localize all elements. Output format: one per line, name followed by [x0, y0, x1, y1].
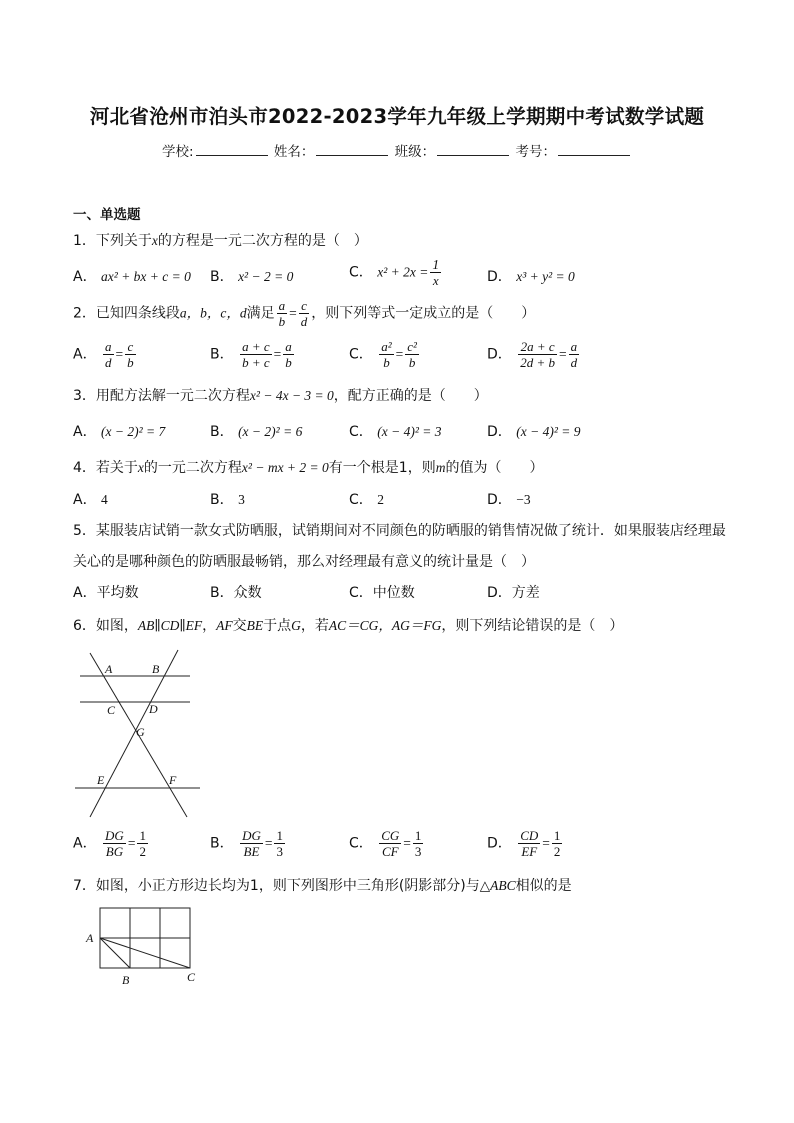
option-label: C．	[349, 492, 373, 508]
frac-den: b + c	[242, 355, 270, 370]
fraction	[137, 828, 148, 859]
q2-text-a: 2．已知四条线段	[73, 305, 180, 322]
q6-text-d: 于点	[263, 618, 292, 634]
q4-var: x	[137, 460, 144, 475]
q6-text-b: ，	[202, 618, 217, 634]
fraction	[518, 339, 557, 370]
label-d: D	[149, 702, 158, 716]
q3-c-expr: (x − 4)² = 3	[377, 424, 442, 439]
q6-text-a: 6．如图，	[73, 618, 138, 634]
option-label: A．	[73, 424, 97, 440]
q3-equation: x² − 4x − 3 = 0	[249, 388, 334, 403]
q3-d-expr: (x − 4)² = 9	[516, 424, 581, 439]
frac-den: b	[285, 355, 292, 370]
frac-den: 3	[276, 844, 283, 859]
page-title: 河北省沧州市泊头市2022-2023学年九年级上学期期中考试数学试题	[89, 105, 705, 128]
frac-num: 1	[276, 828, 283, 843]
fraction	[379, 339, 393, 370]
q5-b-text: 众数	[233, 585, 262, 601]
q5-option-a[interactable]	[73, 582, 139, 602]
q4-equation: x² − mx + 2 = 0	[241, 460, 329, 475]
q4-c-value: 2	[377, 492, 384, 507]
q3-option-c[interactable]	[349, 421, 442, 441]
q4-var2: m	[435, 460, 446, 475]
fraction	[240, 828, 263, 859]
frac-num: a	[105, 339, 112, 354]
question-5-line-2: 关心的是哪种颜色的防晒服最畅销，那么对经理最有意义的统计量是（ ）	[73, 554, 535, 570]
option-label: B．	[210, 492, 234, 508]
question-7-stem	[73, 875, 572, 895]
q3-option-d[interactable]	[487, 421, 581, 441]
frac-den: b	[408, 355, 416, 370]
fraction	[413, 828, 424, 859]
frac-num: 1	[432, 257, 440, 272]
frac-den: b	[383, 355, 390, 370]
frac-num: c	[299, 298, 310, 314]
option-label: B．	[210, 269, 234, 285]
frac-num: 2a + c	[518, 339, 557, 355]
class-label: 班级：	[394, 144, 436, 160]
option-label: C．	[349, 585, 373, 601]
q6-line-af: AF	[216, 618, 233, 633]
q1-text-b: 的方程是一元二次方程的是（ ）	[157, 233, 368, 249]
q4-option-a[interactable]	[73, 489, 108, 509]
q2-option-c[interactable]: C． $\frac{\text{a²}}{b}$ = $\frac{\text{c²}}{b}$	[349, 339, 417, 370]
q1-a-expr: ax² + bx + c = 0	[101, 269, 191, 284]
frac-num: DG	[105, 828, 124, 843]
fraction	[379, 828, 401, 859]
frac-den: BE	[243, 844, 260, 859]
q2-text-c: ，则下列等式一定成立的是（ ）	[311, 305, 536, 322]
q6-line-be: BE	[246, 618, 264, 633]
label-c: C	[107, 703, 116, 717]
q1-option-d[interactable]	[487, 266, 575, 286]
frac-num: 1	[414, 828, 422, 843]
frac-den: 3	[414, 844, 422, 859]
name-blank[interactable]	[316, 143, 388, 156]
q6-option-b[interactable]: B． $\frac{DG}{BE}$ = $\frac{1}{3}$	[210, 828, 283, 859]
q6-point-g: G	[291, 618, 301, 633]
option-label: A．	[73, 585, 97, 601]
fraction	[103, 828, 126, 859]
q2-option-d[interactable]: D． $\frac{2a + c}{2d + b}$ = $\frac{a}{d}$	[487, 339, 578, 370]
q6-text-c: 交	[232, 618, 247, 634]
q6-option-a[interactable]: A． $\frac{DG}{BG}$ = $\frac{1}{2}$	[73, 828, 146, 859]
q6-parallel: AB∥CD∥EF	[137, 618, 203, 633]
frac-den: d	[300, 314, 308, 329]
class-blank[interactable]	[437, 143, 509, 156]
frac-den: b	[127, 355, 134, 370]
question-2-stem: 2．已知四条线段a，b，c，d满足 $\frac{a}{b}$ = $\frac{c}{d}$ ，则下列等式一定成立的是（ ）	[73, 298, 536, 329]
q2-text-b: 满足	[246, 305, 275, 322]
q5-c-text: 中位数	[372, 585, 415, 601]
option-label: C．	[349, 264, 373, 281]
q3-b-expr: (x − 2)² = 6	[238, 424, 303, 439]
q2-option-b[interactable]: B． $\frac{a + c}{b + c}$ = $\frac{a}{b}$	[210, 339, 292, 370]
name-label: 姓名：	[273, 144, 315, 160]
option-label: D．	[487, 492, 512, 508]
frac-num: a + c	[242, 339, 270, 354]
frac-den: d	[105, 355, 112, 370]
q1-d-expr: x³ + y² = 0	[516, 269, 575, 284]
label-f: F	[169, 773, 177, 787]
question-1-stem	[73, 230, 368, 250]
q5-option-c[interactable]	[349, 582, 415, 602]
option-label: A．	[73, 835, 97, 852]
label-b: B	[152, 662, 160, 676]
frac-num: a	[285, 339, 292, 354]
q3-option-b[interactable]	[210, 421, 302, 441]
q5-a-text: 平均数	[96, 585, 139, 601]
q1-c-left: x² + 2x =	[377, 264, 429, 280]
option-label: C．	[349, 424, 373, 440]
frac-den: EF	[521, 844, 538, 859]
option-label: D．	[487, 269, 512, 285]
option-label: B．	[210, 835, 234, 852]
school-label: 学校:	[162, 144, 194, 160]
fraction	[240, 339, 272, 370]
option-label: D．	[487, 835, 512, 852]
q4-b-value: 3	[238, 492, 245, 507]
option-label: B．	[210, 346, 234, 363]
q6-figure	[70, 645, 210, 825]
label-b: B	[122, 973, 130, 987]
option-label: A．	[73, 346, 97, 363]
question-5-line-1: 5．某服装店试销一款女式防晒服，试销期间对不同颜色的防晒服的销售情况做了统计．如果服装店经理最	[73, 523, 726, 539]
option-label: D．	[487, 346, 512, 363]
fraction	[274, 828, 285, 859]
fraction	[283, 339, 294, 370]
fraction	[405, 339, 419, 370]
question-6-stem	[73, 614, 623, 635]
label-a: A	[105, 662, 113, 676]
frac-den: x	[432, 273, 439, 288]
fraction	[569, 339, 580, 370]
q1-c-fraction	[430, 257, 441, 288]
q1-b-expr: x² − 2 = 0	[238, 269, 294, 284]
frac-den: 2d + b	[520, 355, 556, 370]
option-label: D．	[487, 585, 512, 601]
frac-num: a²	[381, 339, 392, 354]
q3-text-a: 3．用配方法解一元二次方程	[73, 388, 250, 404]
q3-text-b: ，配方正确的是（ ）	[333, 388, 488, 404]
option-label: C．	[349, 346, 373, 363]
option-label: C．	[349, 835, 373, 852]
question-3-stem	[73, 385, 488, 405]
frac-num: 1	[553, 828, 561, 843]
q7-text-b: 相似的是	[515, 878, 572, 894]
label-e: E	[97, 773, 105, 787]
frac-num: CD	[520, 828, 539, 843]
q7-triangle: △ABC	[479, 878, 516, 893]
option-label: A．	[73, 492, 97, 508]
q5-d-text: 方差	[511, 585, 540, 601]
frac-num: c²	[407, 339, 417, 354]
q7-figure	[82, 903, 202, 993]
q2-cond-frac1	[277, 298, 288, 329]
q1-option-b[interactable]	[210, 266, 293, 286]
q1-text-a: 1．下列关于	[73, 233, 152, 249]
frac-den: 2	[553, 844, 561, 859]
label-c: C	[187, 970, 196, 984]
frac-den: 2	[139, 844, 146, 859]
q6-option-d[interactable]: D． $\frac{CD}{EF}$ = $\frac{1}{2}$	[487, 828, 561, 859]
q5-option-d[interactable]	[487, 582, 540, 602]
fraction	[552, 828, 563, 859]
q7-text-a: 7．如图，小正方形边长均为1，则下列图形中三角形(阴影部分)与	[73, 878, 480, 894]
q4-text-b: 的一元二次方程	[143, 460, 242, 476]
q4-text-c: 有一个根是1，则	[328, 460, 436, 476]
q4-a-value: 4	[101, 492, 108, 507]
student-info-line	[0, 140, 794, 160]
frac-den: d	[570, 355, 578, 370]
label-a: A	[86, 931, 94, 945]
q2-vars: a，b，c，d	[179, 305, 247, 321]
q3-option-a[interactable]	[73, 421, 165, 441]
side-ac	[100, 938, 190, 968]
q4-option-c[interactable]	[349, 489, 384, 509]
fraction	[518, 828, 540, 859]
q6-text-e: ，若	[300, 618, 329, 634]
frac-den: BG	[105, 844, 124, 859]
label-g: G	[136, 725, 145, 739]
q2-cond-frac2	[299, 298, 310, 329]
q6-equalities: AC＝CG，AG＝FG	[328, 618, 442, 633]
frac-den: b	[278, 314, 286, 329]
q1-option-a[interactable]	[73, 266, 191, 286]
option-label: B．	[210, 424, 234, 440]
fraction	[103, 339, 114, 370]
school-blank[interactable]	[196, 143, 268, 156]
q1-option-c[interactable]	[349, 257, 443, 288]
exam-no-blank[interactable]	[558, 143, 630, 156]
frac-num: CG	[381, 828, 400, 843]
q5-option-b[interactable]	[210, 582, 262, 602]
option-label: D．	[487, 424, 512, 440]
section-heading: 一、单选题	[73, 207, 141, 223]
frac-den: CF	[381, 844, 399, 859]
q3-a-expr: (x − 2)² = 7	[101, 424, 166, 439]
option-label: A．	[73, 269, 97, 285]
q4-text-a: 4．若关于	[73, 460, 138, 476]
option-label: B．	[210, 585, 234, 601]
q4-option-b[interactable]	[210, 489, 245, 509]
q1-var: x	[151, 233, 158, 248]
q6-text-f: ，则下列结论错误的是（ ）	[441, 618, 624, 634]
exam-no-label: 考号：	[515, 144, 556, 160]
q4-d-value: −3	[516, 492, 531, 507]
q6-option-c[interactable]: C． $\frac{CG}{CF}$ = $\frac{1}{3}$	[349, 828, 422, 859]
question-4-stem	[73, 457, 543, 477]
frac-num: 1	[139, 828, 146, 843]
q2-option-a[interactable]: A． $\frac{a}{d}$ = $\frac{c}{b}$	[73, 339, 134, 370]
frac-num: c	[125, 339, 136, 355]
q4-text-d: 的值为（ ）	[445, 460, 544, 476]
frac-num: a	[570, 339, 578, 354]
q4-option-d[interactable]	[487, 489, 531, 509]
frac-num: a	[278, 298, 286, 313]
fraction	[125, 339, 136, 370]
frac-num: DG	[242, 828, 261, 843]
